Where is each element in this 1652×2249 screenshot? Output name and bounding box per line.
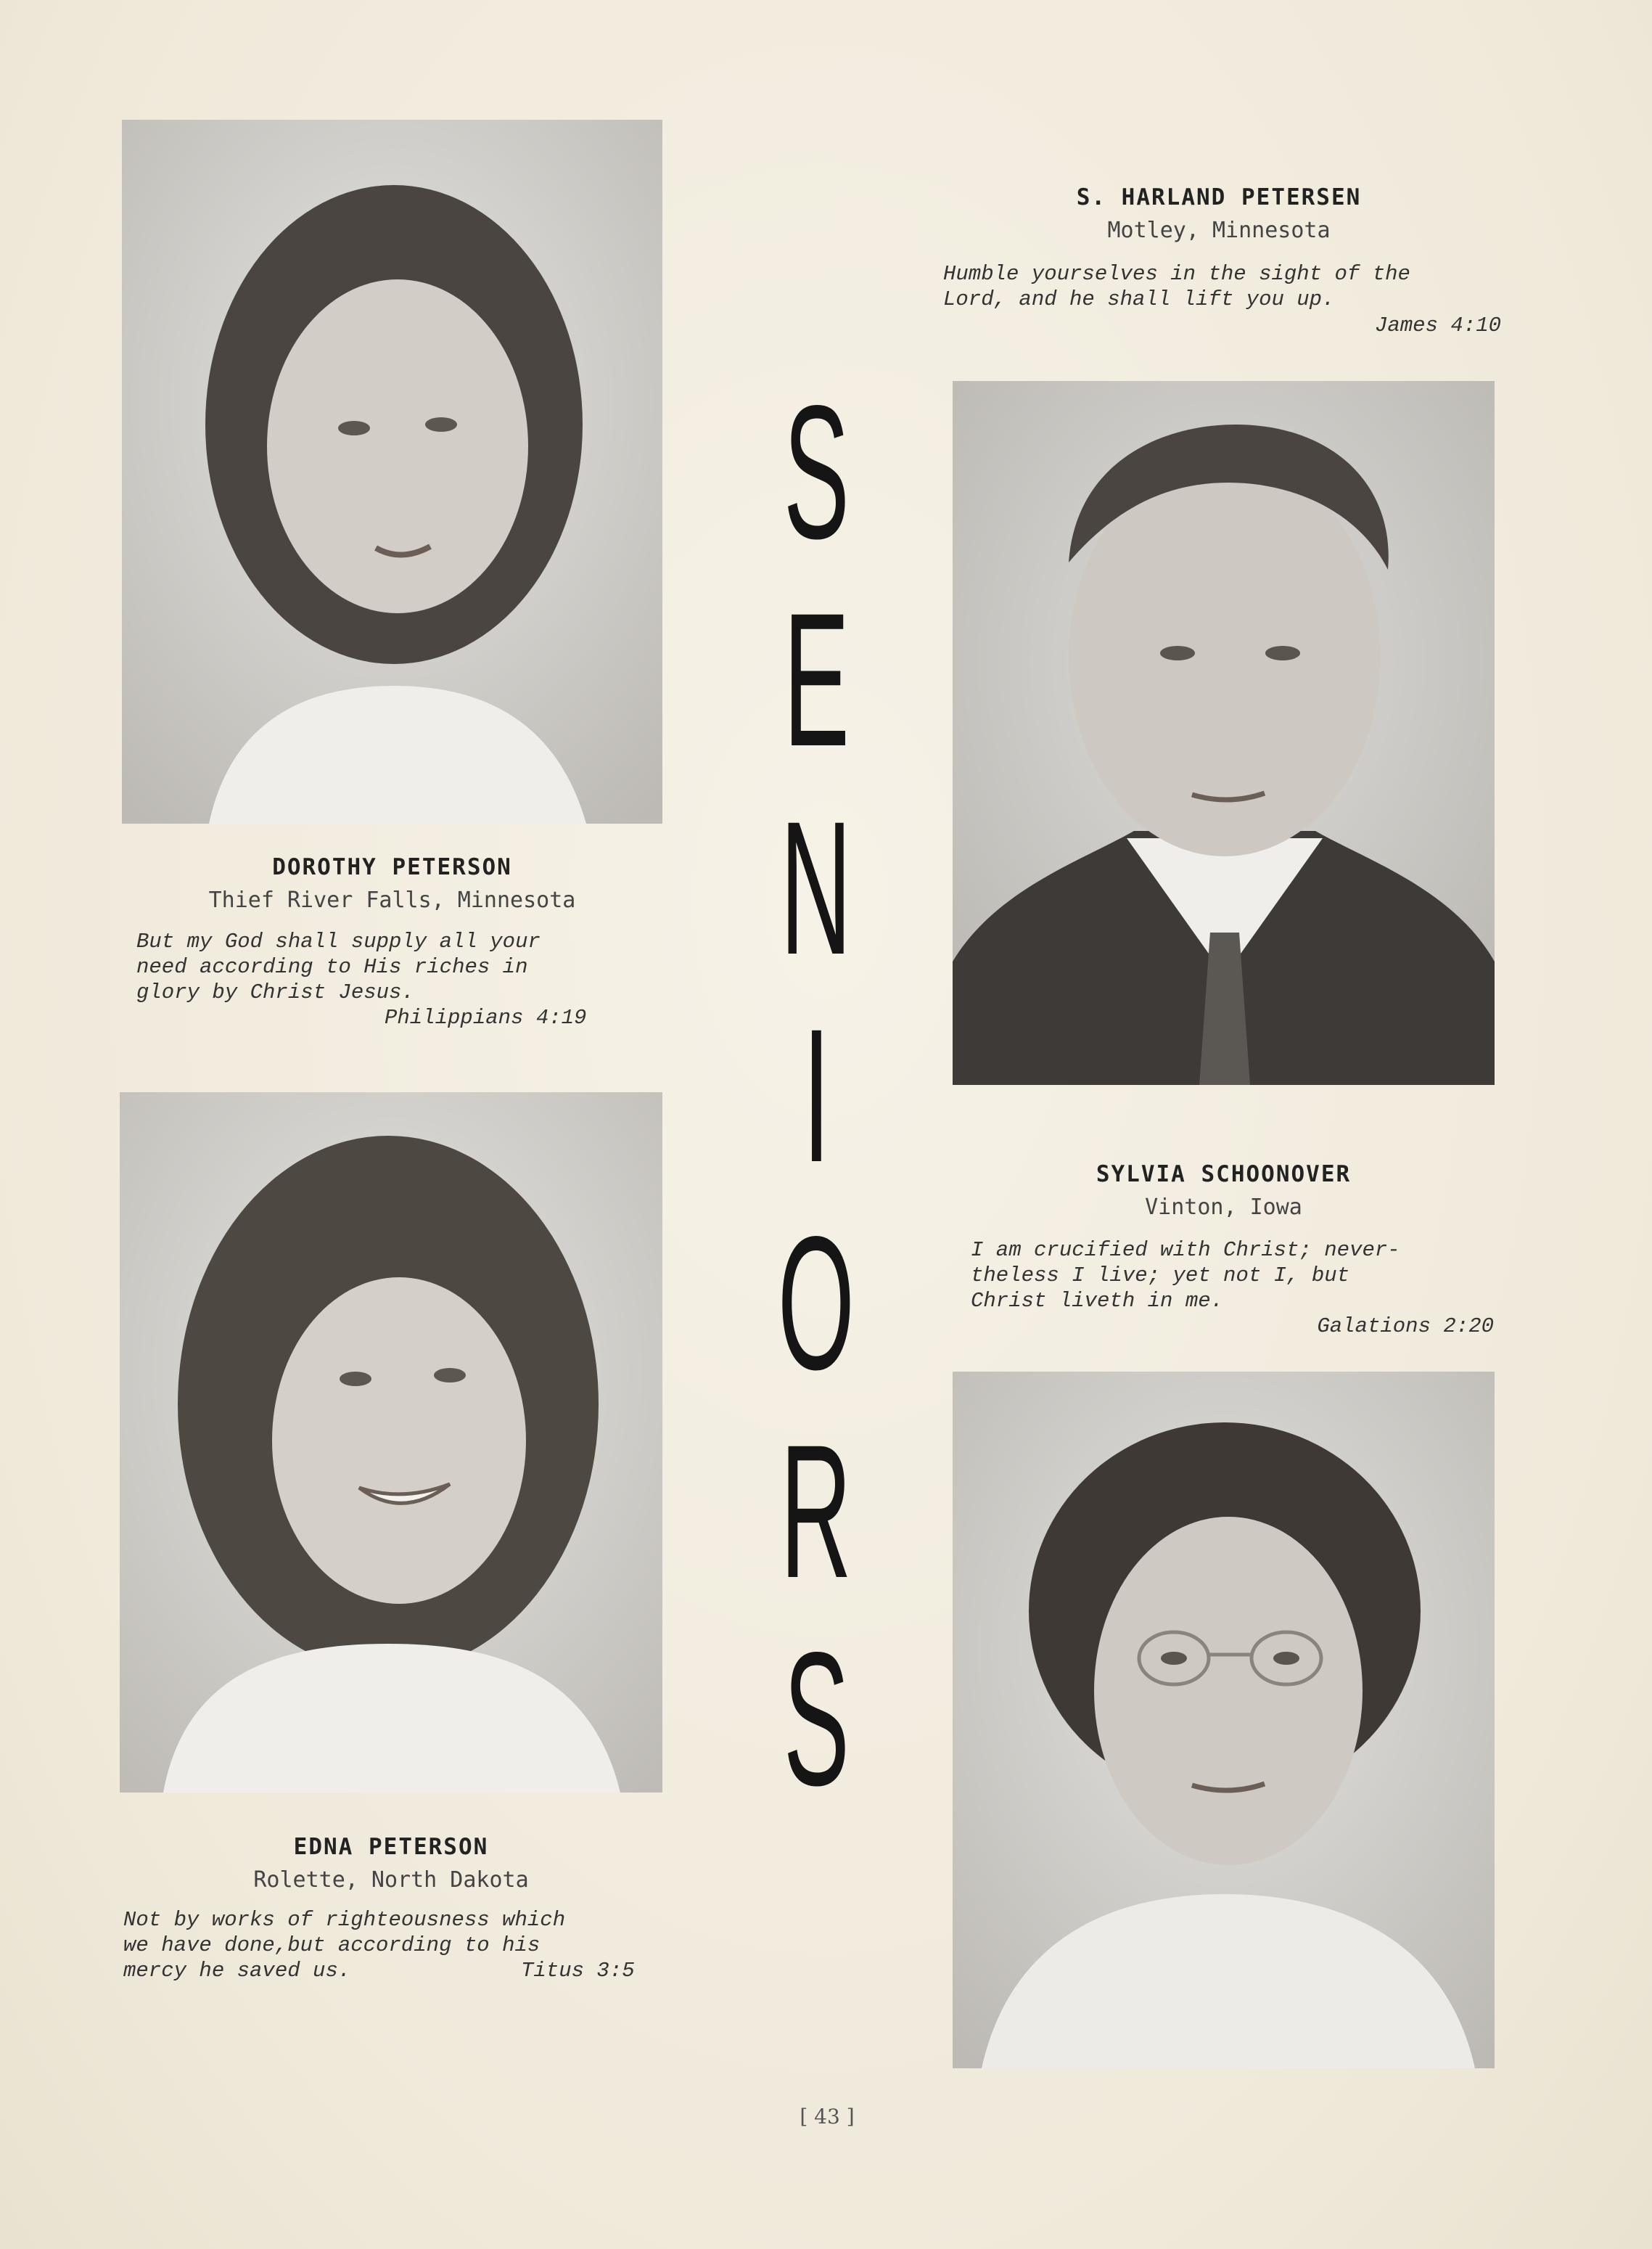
banner-letter: R — [780, 1404, 852, 1618]
portrait-s-harland-petersen — [953, 381, 1495, 1085]
banner-letter: E — [783, 573, 850, 787]
caption-dorothy-peterson — [122, 853, 662, 915]
page-number: [ 43 ] — [800, 2105, 855, 2129]
senior-verse: Not by works of righteousness which we have done,but according to his mercy he saved us. — [123, 1908, 566, 1983]
banner-letter: O — [778, 1197, 855, 1410]
senior-verse-reference: Philippians 4:19 — [385, 1006, 587, 1030]
caption-sylvia-schoonover — [953, 1160, 1495, 1222]
senior-verse: I am crucified with Christ; never- theless I live; yet not I, but Christ liveth in me. — [971, 1238, 1400, 1313]
senior-hometown: Motley, Minnesota — [1107, 218, 1331, 243]
senior-verse: Humble yourselves in the sight of the Lord, and he shall lift you up. — [943, 262, 1410, 311]
banner-letter: S — [783, 1612, 850, 1825]
senior-verse: But my God shall supply all your need according to His riches in glory by Christ Jesus. — [136, 930, 541, 1004]
senior-name: SYLVIA SCHOONOVER — [1096, 1161, 1352, 1187]
senior-hometown: Vinton, Iowa — [1145, 1195, 1302, 1220]
senior-verse-reference: James 4:10 — [1374, 314, 1501, 337]
caption-edna-peterson — [120, 1832, 662, 1895]
banner-letter: I — [802, 988, 830, 1202]
banner-letter: N — [780, 781, 852, 994]
senior-hometown: Thief River Falls, Minnesota — [208, 888, 576, 913]
seniors-banner — [747, 366, 885, 1825]
portrait-edna-peterson — [120, 1092, 662, 1793]
senior-name: DOROTHY PETERSON — [272, 854, 512, 880]
senior-hometown: Rolette, North Dakota — [253, 1867, 529, 1893]
caption-s-harland-petersen — [943, 183, 1495, 245]
senior-verse-reference: Galations 2:20 — [1317, 1314, 1494, 1338]
banner-letter: S — [783, 366, 850, 578]
portrait-dorothy-peterson — [122, 120, 662, 824]
portrait-sylvia-schoonover — [953, 1372, 1495, 2068]
senior-name: EDNA PETERSON — [293, 1834, 489, 1860]
senior-verse-reference: Titus 3:5 — [521, 1959, 635, 1983]
senior-name: S. HARLAND PETERSEN — [1076, 184, 1362, 210]
